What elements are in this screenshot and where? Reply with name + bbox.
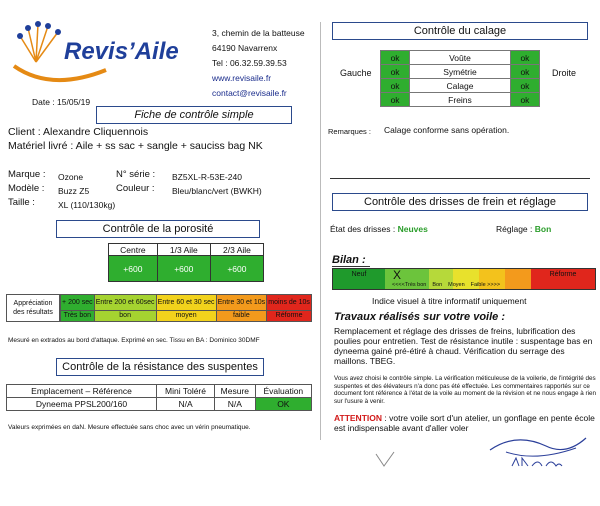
porosite-legend	[60, 294, 312, 322]
appreciation-label: Appréciation des résultats	[6, 294, 60, 322]
res-mini: N/A	[157, 398, 215, 411]
legend-range-1: + 200 sec	[61, 295, 95, 311]
reglage-value: Bon	[534, 224, 552, 234]
voute-label: Voûte	[410, 51, 511, 65]
serie-value: BZ5XL-R-53E-240	[172, 172, 242, 182]
res-header-evaluation: Évaluation	[255, 385, 311, 398]
symetrie-right: ok	[510, 65, 539, 79]
email-link[interactable]: contact@revisaile.fr	[212, 88, 287, 98]
address-line2: 64190 Navarrenx	[212, 43, 278, 53]
couleur-label: Couleur :	[116, 183, 155, 194]
porosite-value-1-3: +600	[157, 256, 210, 282]
signature	[486, 428, 592, 476]
travaux-title: Travaux réalisés sur votre voile :	[334, 311, 505, 323]
marque-label: Marque :	[8, 169, 46, 180]
porosite-header-2-3: 2/3 Aile	[210, 244, 263, 256]
calage-droite: Droite	[552, 68, 577, 78]
legend-rating-2: bon	[94, 311, 156, 322]
legend-rating-4: faible	[216, 311, 267, 322]
client: Client : Alexandre Cliquennois	[8, 126, 149, 138]
taille-label: Taille :	[8, 197, 35, 208]
freins-right: ok	[510, 93, 539, 107]
legend-rating-3: moyen	[156, 311, 216, 322]
res-header-mesure: Mesure	[215, 385, 256, 398]
serie-label: N° série :	[116, 169, 156, 180]
res-mesure: N/A	[215, 398, 256, 411]
legend-range-2: Entre 200 et 60sec	[94, 295, 156, 311]
column-divider	[320, 22, 321, 440]
scale-moyen: Moyen	[448, 282, 465, 288]
phone: Tel : 06.32.59.39.53	[212, 58, 287, 68]
disclaimer: Vous avez choisi le contrôle simple. La vérification méticuleuse de la voilerie, de l'intégrité des suspentes et des élévateurs n'a donc pas été effectuée. Les commentaires rapportés sur ce document font référence à l'état de la voile au moment de la révision et ne nous engage à rien sur l'usure à venir.	[334, 375, 596, 405]
voute-left: ok	[381, 51, 410, 65]
bilan-neuf: Neuf	[333, 269, 385, 289]
scale-bon: Bon	[432, 282, 443, 288]
date: Date : 15/05/19	[32, 97, 91, 107]
etat-label: État des drisses :	[330, 224, 396, 234]
remarks-text: Calage conforme sans opération.	[384, 125, 510, 135]
drisses-title: Contrôle des drisses de frein et réglage	[332, 193, 588, 211]
porosite-header-1-3: 1/3 Aile	[157, 244, 210, 256]
porosite-value-centre: +600	[109, 256, 158, 282]
modele-value: Buzz Z5	[58, 186, 90, 196]
legend-rating-1: Très bon	[61, 311, 95, 322]
porosite-header-centre: Centre	[109, 244, 158, 256]
calage-right: ok	[510, 79, 539, 93]
bilan-marker: X	[393, 268, 402, 282]
couleur-value: Bleu/blanc/vert (BWKH)	[172, 186, 262, 196]
freins-left: ok	[381, 93, 410, 107]
resistance-title: Contrôle de la résistance des suspentes	[56, 358, 264, 376]
porosite-note: Mesuré en extrados au bord d'attaque. Exprimé en sec. Tissu en BA : Dominico 30DMF	[8, 337, 260, 344]
travaux-text: Remplacement et réglage des drisses de freins, lubrification des poulies pour entretien. Test de résistance inutile : suspentage bas en dyneema gainé pré-étiré à chaud. Vérification du serrage des maillons. TBEG.	[334, 326, 593, 366]
bilan-underline	[332, 266, 370, 267]
porosite-title: Contrôle de la porosité	[56, 220, 260, 238]
scale-tres-bon: <<<<Très bon	[392, 282, 427, 288]
resistance-table	[6, 384, 312, 411]
voute-right: ok	[510, 51, 539, 65]
sheet-title: Fiche de contrôle simple	[96, 106, 292, 124]
company-name: Revis’Aile	[64, 38, 179, 65]
bilan-reforme: Réforme	[531, 269, 595, 289]
calage-title: Contrôle du calage	[332, 22, 588, 40]
bilan-note: Indice visuel à titre informatif uniquement	[372, 296, 527, 306]
modele-label: Modèle :	[8, 183, 45, 194]
remarks-line	[330, 178, 590, 179]
legend-rating-5: Réforme	[267, 311, 312, 322]
freins-label: Freins	[410, 93, 511, 107]
calage-left: ok	[381, 79, 410, 93]
taille-value: XL (110/130kg)	[58, 200, 116, 210]
reglage-label: Réglage :	[496, 224, 533, 234]
calage-label: Calage	[410, 79, 511, 93]
scale-faible: Faible >>>>	[470, 282, 501, 288]
revisaile-logo	[6, 14, 206, 84]
porosite-table	[108, 243, 264, 282]
address-line1: 3, chemin de la batteuse	[212, 28, 305, 38]
materiel: Matériel livré : Aile + ss sac + sangle + sauciss bag NK	[8, 140, 263, 152]
calage-table	[380, 50, 540, 107]
marque-value: Ozone	[58, 172, 84, 182]
resistance-note: Valeurs exprimées en daN. Mesure effectuée sans choc avec un vérin pneumatique.	[8, 424, 251, 431]
calage-gauche: Gauche	[340, 68, 372, 78]
porosite-value-2-3: +600	[210, 256, 263, 282]
legend-range-3: Entre 60 et 30 sec	[156, 295, 216, 311]
legend-range-4: Entre 30 et 10s	[216, 295, 267, 311]
res-emplacement: Dyneema PPSL200/160	[7, 398, 157, 411]
bilan-title: Bilan :	[332, 254, 366, 266]
res-header-mini: Mini Toléré	[157, 385, 215, 398]
attention-text: : votre voile sort d'un atelier, un gonflage en pente école est indispensable avant d'aller voler	[334, 413, 595, 433]
pen-mark	[372, 450, 402, 470]
remarks-label: Remarques :	[328, 127, 371, 136]
legend-range-5: moins de 10s	[267, 295, 312, 311]
etat-value: Neuves	[397, 224, 428, 234]
attention-label: ATTENTION	[334, 413, 383, 423]
res-header-emplacement: Emplacement – Référence	[7, 385, 157, 398]
res-evaluation: OK	[255, 398, 311, 411]
website-link[interactable]: www.revisaile.fr	[212, 73, 272, 83]
symetrie-label: Symétrie	[410, 65, 511, 79]
symetrie-left: ok	[381, 65, 410, 79]
